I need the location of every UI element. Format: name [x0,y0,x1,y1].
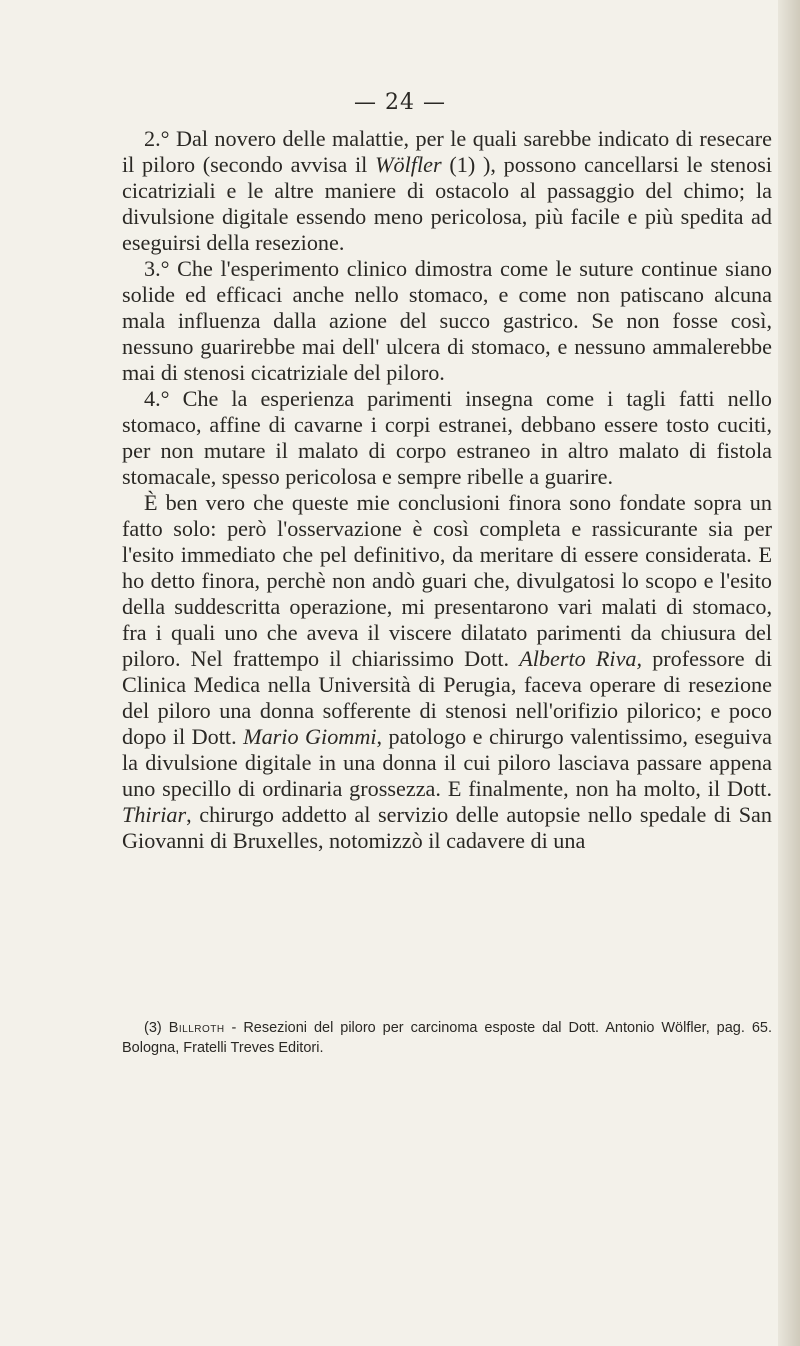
paragraph-2 [122,126,772,256]
paragraph-2-text-a: 2.° Dal novero delle malattie, per le quali sarebbe indicato di resecare il piloro (secondo avvisa il [122,126,772,177]
conclusions-text-c: , patologo e chirurgo valentissimo, eseguiva la divulsione digitale in una donna il cui piloro lasciava passare appena uno specillo di ordinaria grossezza. E finalmente, non ha molto, il Dott. [122,724,772,801]
footnote-author: Billroth [168,1020,225,1036]
conclusions-text-a: È ben vero che queste mie conclusioni finora sono fondate sopra un fatto solo: però l'osservazione è così completa e rassicurante sia per l'esito immediato che pel definitivo, da meritare di essere considerata. E ho detto finora, perchè non andò guari che, divulgatosi lo scopo e l'esito della suddescritta operazione, mi presentarono vari malati di stomaco, fra i quali uno che aveva il viscere dilatato parimenti da chiusura del piloro. Nel frattempo il chiarissimo Dott. [122,490,772,671]
page-edge-shadow [778,0,800,1346]
author-name-wolfler: Wölfler [375,152,442,177]
footnote-marker: (3) [144,1020,169,1036]
footnote [122,1018,772,1058]
name-thiriar: Thiriar [122,802,187,827]
name-mario-giommi: Mario Giommi [243,724,377,749]
footnote-text: - Resezioni del piloro per carcinoma esposte dal Dott. Antonio Wölfler, pag. 65. Bologna, Fratelli Treves Editori. [122,1020,773,1056]
name-alberto-riva: Alberto Riva, [519,646,643,671]
paragraph-3: 3.° Che l'esperimento clinico dimostra come le suture continue siano solide ed efficaci anche nello stomaco, e come non patiscano alcuna mala influenza dalla azione del succo gastrico. Se non fosse così, nessuno guarirebbe mai dell' ulcera di stomaco, e nessuno ammalerebbe mai di stenosi cicatriziale del piloro. [122,256,772,385]
paragraph-2-text-b: (1) ), possono cancellarsi le stenosi cicatriziali e le altre maniere di ostacolo al passaggio del chimo; la divulsione digitale essendo meno pericolosa, più facile e più spedita ad eseguirsi della resezione. [122,152,773,255]
body-text [122,126,772,854]
paragraph-conclusions [122,490,772,854]
page-number: — 24 — [354,90,446,115]
paragraph-4: 4.° Che la esperienza parimenti insegna come i tagli fatti nello stomaco, affine di cavarne i corpi estranei, debbano essere tosto cuciti, per non mutare il malato di corpo estraneo in altro malato di fistola stomacale, spesso pericolosa e sempre ribelle a guarire. [122,386,772,489]
conclusions-text-b: professore di Clinica Medica nella Università di Perugia, faceva operare di resezione del piloro una donna sofferente di stenosi nell'orifizio pilorico; e poco dopo il Dott. [122,646,772,749]
conclusions-text-d: , chirurgo addetto al servizio delle autopsie nello spedale di San Giovanni di Bruxelles, notomizzò il cadavere di una [122,802,772,853]
